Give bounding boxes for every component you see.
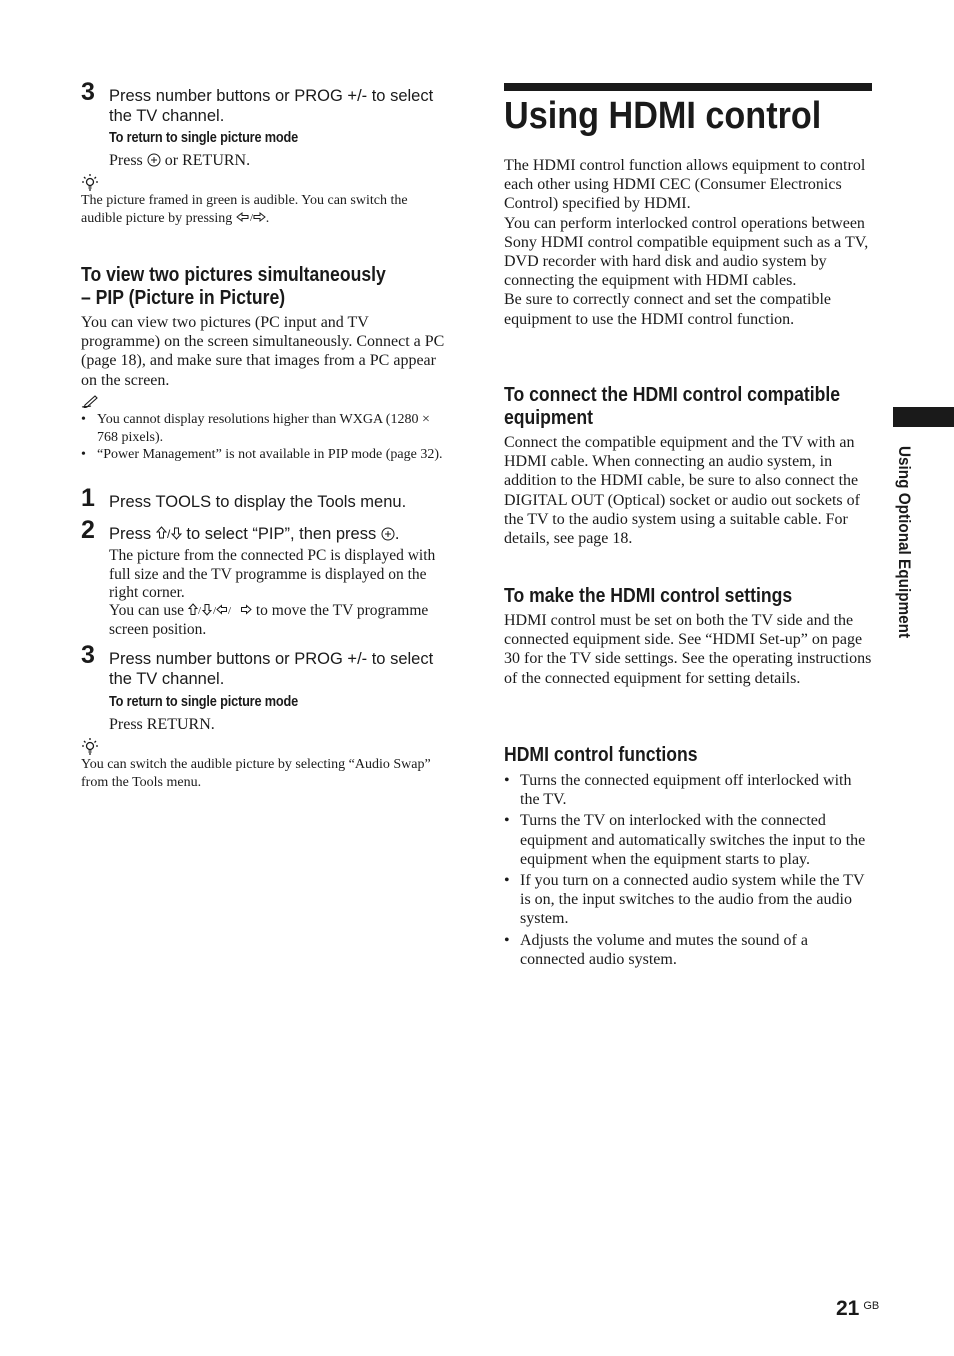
subheading: To return to single picture mode: [109, 694, 299, 710]
connect-paragraph: Connect the compatible equipment and the TV with an HDMI cable. When connecting an audio system, in addition to the HDMI cable, be sure to also connect the DIGITAL OUT (Optical) socket or audio out sockets of the TV to the audio system using a suitable cable. For details, see page 18.: [504, 434, 860, 548]
list-item: • Adjusts the volume and mutes the sound of a connected audio system.: [504, 931, 872, 969]
step-detail: The picture from the connected PC is displayed with full size and the TV programme is displayed on the right corner.: [109, 547, 436, 601]
intro: [504, 156, 872, 329]
svg-text:/: /: [197, 605, 202, 616]
subheading: To return to single picture mode: [109, 130, 299, 146]
title-rule: [504, 83, 872, 91]
svg-text:/: /: [249, 211, 253, 223]
note-list: [81, 411, 449, 464]
page-number: 21 $^{GB}$: [836, 1297, 880, 1320]
step-text: Press number buttons or PROG +/- to select the TV channel.: [109, 650, 434, 688]
step-number: 3: [81, 78, 95, 106]
page-title: Using HDMI control: [504, 95, 822, 137]
note-pencil-icon: [81, 394, 101, 408]
step-text: Press number buttons or PROG +/- to select the TV channel.: [109, 87, 434, 125]
pip-heading: To view two pictures simultaneously – PIP (Picture in Picture): [81, 264, 386, 309]
pip-paragraph: You can view two pictures (PC input and TV programme) on the screen simultaneously. Connect a PC (page 18), and make sure that images from a PC appear on the screen.: [81, 314, 445, 389]
intro-paragraph: You can perform interlocked control operations between Sony HDMI control compatible equipment such as a TV, DVD recorder with hard disk and audio system by connecting the equipment with HDMI cables.: [504, 214, 869, 290]
sub-text-pre: Press: [109, 152, 143, 169]
note-item: • You cannot display resolutions higher than WXGA (1280 × 768 pixels).: [81, 411, 449, 446]
up-down-arrows-icon: [156, 526, 182, 540]
left-right-arrows-icon: [236, 211, 266, 223]
functions-heading: HDMI control functions: [504, 744, 698, 766]
tip-text: You can switch the audible picture by selecting “Audio Swap” from the Tools menu.: [81, 757, 431, 790]
settings-paragraph: HDMI control must be set on both the TV side and the connected equipment side. See “HDMI Set-up” on page 30 for the TV side settings. See the operating instructions of the connected equipment for setting details.: [504, 612, 872, 687]
step-text: Press / to select “PIP”, then press .: [109, 525, 400, 543]
svg-text:/: /: [166, 527, 171, 540]
step-number: 2: [81, 516, 95, 544]
step-detail: You can use / / / to move the TV programme screen position.: [109, 602, 429, 638]
section-tab-marker: [893, 407, 954, 427]
sub-text: Press RETURN.: [109, 716, 215, 733]
functions-list: [504, 771, 872, 969]
tip-lightbulb-icon: [81, 736, 99, 756]
settings-heading: To make the HDMI control settings: [504, 585, 793, 607]
enter-button-icon: [381, 527, 395, 541]
intro-paragraph: Be sure to correctly connect and set the compatible equipment to use the HDMI control function.: [504, 291, 831, 328]
svg-text:/: /: [227, 605, 232, 616]
step-number: 1: [81, 484, 95, 512]
list-item: • Turns the TV on interlocked with the connected equipment and automatically switches the input to the equipment when the equipment starts to play.: [504, 811, 872, 869]
sub-text: [109, 151, 250, 170]
intro-paragraph: The HDMI control function allows equipment to control each other using HDMI CEC (Consumer Electronics Control) specified by HDMI.: [504, 157, 866, 213]
connect-heading: To connect the HDMI control compatible equipment: [504, 384, 841, 429]
list-item: • If you turn on a connected audio system while the TV is on, the input switches to the audio from the audio system.: [504, 871, 872, 929]
note-item: • “Power Management” is not available in PIP mode (page 32).: [81, 446, 449, 464]
step-text: Press TOOLS to display the Tools menu.: [109, 493, 407, 511]
tip-lightbulb-icon: [81, 172, 99, 192]
section-side-label: Using Optional Equipment: [895, 446, 914, 639]
tip-text: The picture framed in green is audible. You can switch the audible picture by pressing / .: [81, 193, 408, 226]
sub-text-post: or RETURN.: [164, 152, 251, 169]
svg-text:/: /: [212, 605, 217, 616]
step-number: 3: [81, 641, 95, 669]
four-direction-arrows-icon: [188, 603, 252, 616]
list-item: • Turns the connected equipment off interlocked with the TV.: [504, 771, 872, 809]
enter-button-icon: [147, 153, 161, 167]
